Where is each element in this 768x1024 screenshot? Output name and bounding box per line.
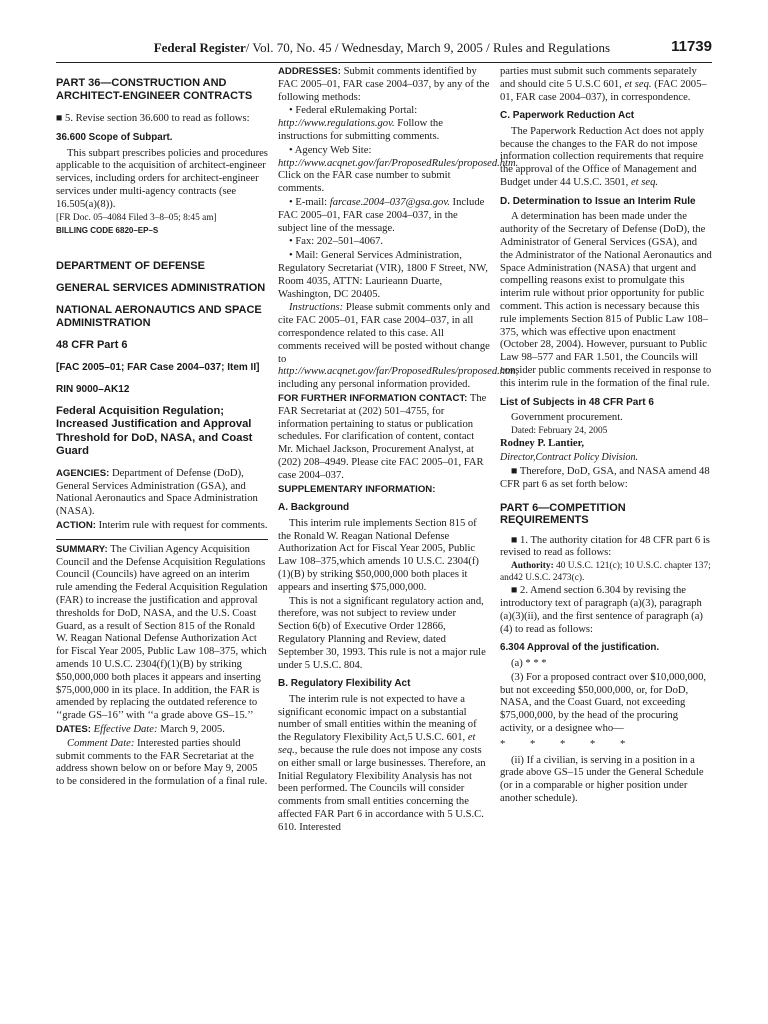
background-p2: This is not a significant regulatory action and, therefore, was not subject to review under Section 6(b) of Executive Order 12866, Regulatory Planning and Review, dated September 30, 1993. This rule is not a major rule under 5 U.S.C. 804. (278, 595, 486, 671)
portal-url[interactable]: http://www.regulations.gov. (278, 118, 395, 130)
page-number: 11739 (671, 38, 712, 55)
fr-doc-line: [FR Doc. 05–4084 Filed 3–8–05; 8:45 am] (56, 212, 217, 223)
journal-name: Federal Register (153, 40, 246, 55)
action-paragraph (56, 520, 268, 533)
therefore-paragraph: ■ Therefore, DoD, GSA, and NASA amend 48 CFR part 6 as set forth below: (500, 465, 710, 490)
agency-nasa: NATIONAL AERONAUTICS AND SPACE ADMINISTRATION (56, 303, 262, 329)
agencies-text: Department of Defense (DoD), General Services Administration (GSA), and National Aeronautics and Space Administration (NASA). (56, 467, 258, 518)
instructions-url[interactable]: http://www.acqnet.gov/far/ProposedRules/proposed.htm, (278, 366, 519, 378)
determination-heading: D. Determination to Issue an Interim Rule (500, 195, 696, 207)
contact-label: FOR FURTHER INFORMATION CONTACT: (278, 392, 468, 404)
signer-name: Rodney P. Lantier, (500, 438, 584, 450)
paperwork-p1 (500, 126, 712, 190)
authority-label: Authority: (511, 561, 554, 572)
email-label: • E-mail: (289, 196, 328, 208)
paragraph-a: (a) * * * (511, 658, 547, 670)
mail-item: • Mail: General Services Administration, Regulatory Secretariat (VIR), 1800 F Street, NW, Room 4035, ATTN: Laurieann Duarte, Washington, DC 20405. (278, 250, 488, 300)
star: * (560, 738, 566, 750)
continued-etseq: et seq. (624, 78, 652, 90)
background-heading: A. Background (278, 502, 350, 514)
agency-gsa: GENERAL SERVICES ADMINISTRATION (56, 281, 266, 294)
reg-flex-continued (500, 66, 712, 104)
subjects-text: Government procurement. (511, 412, 623, 424)
part36-heading: PART 36—CONSTRUCTION AND ARCHITECT-ENGINEER CONTRACTS (56, 77, 253, 102)
reg-flex-p1-end: because the rule does not impose any costs on either small or large businesses. Therefore, an Initial Regulatory Flexibility Analysis has not been performed. The Councils will consider comments from small entities concerning the affected FAR Part 6 in accordance with 5 U.S.C. 610. Interested (278, 745, 486, 833)
supplementary-info (278, 484, 490, 497)
star: * (620, 738, 626, 750)
instructions-text: Please submit comments only and cite FAC 2005–01, FAR case 2004–037, in all correspondence related to this case. All comments received will be posted without change to (278, 302, 490, 365)
addresses-paragraph (278, 66, 490, 104)
column-1 (56, 66, 268, 790)
action-text: Interim rule with request for comments. (98, 520, 268, 532)
portal-item (278, 105, 490, 143)
rule-title: Federal Acquisition Regulation; Increased Justification and Approval Threshold for DoD, NASA, and Coast Guard (56, 404, 253, 458)
paperwork-text: The Paperwork Reduction Act does not apply because the changes to the FAR do not impose information collection requirements that require the approval of the Office of Management and Budget under 44 U.S.C. 3501, (500, 125, 704, 189)
paperwork-etseq: et seq. (630, 177, 659, 189)
column-2 (278, 66, 519, 836)
portal-label: • Federal eRulemaking Portal: (289, 105, 418, 117)
website-label: • Agency Web Site: (289, 144, 372, 156)
addresses-label: ADDRESSES: (278, 66, 341, 77)
contact-paragraph (278, 393, 490, 483)
section-6304-heading: 6.304 Approval of the justification. (500, 642, 660, 654)
dates-paragraph (56, 724, 268, 737)
star: * (500, 738, 506, 750)
billing-code: BILLING CODE 6820–EP–S (56, 226, 159, 236)
dates-label: DATES: (56, 724, 91, 736)
agency-dod: DEPARTMENT OF DEFENSE (56, 259, 205, 272)
website-item (278, 144, 519, 196)
header-rule (56, 62, 712, 63)
supplementary-label: SUPPLEMENTARY INFORMATION: (278, 483, 436, 495)
divider (56, 539, 268, 540)
cfr-part: 48 CFR Part 6 (56, 338, 128, 351)
amendment-1: ■ 1. The authority citation for 48 CFR part 6 is revised to read as follows: (500, 534, 710, 559)
fac-line: [FAC 2005–01; FAR Case 2004–037; Item II] (56, 361, 260, 373)
section-36600-heading: 36.600 Scope of Subpart. (56, 131, 173, 143)
portal-post: Follow the instructions for submitting comments. (278, 118, 443, 142)
email-item (278, 197, 490, 235)
authority-paragraph (500, 561, 712, 584)
reg-flex-p1-start: The interim rule is not expected to have a significant economic impact on a substantial number of small entities within the meaning of the Regulatory Flexibility Act,5 U.S.C. 601, (278, 693, 477, 744)
contact-text: The FAR Secretariat at (202) 501–4755, for information pertaining to status or publication schedules. For clarification of content, contact Mr. Michael Jackson, Procurement Analyst, at (202) 208–4949. Please cite FAC 2005–01, FAR case 2004–037. (278, 392, 487, 481)
reg-flex-etseq: et seq., (278, 732, 476, 757)
summary-text: The Civilian Agency Acquisition Council and the Defense Acquisition Regulations Council (Councils) have agreed on an interim rule amending the Federal Acquisition Regulation (FAR) to increase the justification and approval thresholds for DoD, NASA, and the U.S. Coast Guard, as a result of Section 815 of the Ronald W. Reagan National Defense Authorization Act for Fiscal Year 2005, Public Law 108–375, which amends 10 U.S.C. 2304(f)(1)(B) by striking $50,000,000 both places it appears and inserting $75,000,000 in its place. In addition, the FAR is amended by replacing the outdated reference to ‘‘grade GS–16’’ with ‘‘a grade above GS–15.’’ (56, 543, 268, 722)
star: * (590, 738, 596, 750)
summary-paragraph (56, 544, 268, 723)
instructions-paragraph (278, 302, 519, 392)
reg-flex-heading: B. Regulatory Flexibility Act (278, 678, 411, 690)
paperwork-heading: C. Paperwork Reduction Act (500, 110, 635, 122)
amendment-5: ■ 5. Revise section 36.600 to read as follows: (56, 113, 250, 124)
addresses-text: Submit comments identified by FAC 2005–01, FAR case 2004–037, by any of the following methods: (278, 66, 490, 103)
signer-title: Director,Contract Policy Division. (500, 452, 638, 464)
background-p1: This interim rule implements Section 815 of the Ronald W. Reagan National Defense Authorization Act for Fiscal Year 2005, Public Law 108–375,which amends 10 U.S.C. 2304(f)(1)(B) by striking $50,000,000 both places it appears and inserting $75,000,000. (278, 517, 479, 593)
continued-start: parties must submit such comments separately and should cite 5 U.S.C 601, (500, 66, 697, 90)
header-title (154, 40, 610, 56)
paragraph-ii: (ii) If a civilian, is serving in a position in a grade above GS–15 under the General Schedule (or in a comparable or higher position under another schedule). (500, 754, 704, 805)
star: * (530, 738, 536, 750)
running-header (56, 40, 712, 58)
action-label: ACTION: (56, 520, 96, 532)
fax-item: • Fax: 202–501–4067. (289, 236, 384, 248)
summary-label: SUMMARY: (56, 543, 108, 555)
column-3 (500, 66, 712, 807)
subjects-heading: List of Subjects in 48 CFR Part 6 (500, 396, 654, 408)
issue-details: / Vol. 70, No. 45 / Wednesday, March 9, 2005 / Rules and Regulations (245, 40, 610, 55)
paragraph-a3: (3) For a proposed contract over $10,000,000, but not exceeding $50,000,000, or, for DoD, NASA, and the Coast Guard, not exceeding $75,000,000, by the head of the procuring activity, or a designee who— (500, 671, 707, 735)
comment-date-paragraph (56, 738, 268, 789)
agencies-paragraph (56, 468, 268, 519)
comment-date-text: Interested parties should submit comments to the FAR Secretariat at the address shown below on or before May 9, 2005 to be considered in the formulation of a final rule. (56, 737, 268, 788)
scope-text: This subpart prescribes policies and procedures applicable to the acquisition of architect-engineer services, including orders for architect-engineer services under multi-agency contracts (see 16.505(a)(8)). (56, 147, 268, 210)
effective-date-label: Effective Date: (93, 724, 158, 736)
reg-flex-p1 (278, 694, 490, 835)
amendment-2: ■ 2. Amend section 6.304 by revising the introductory text of paragraph (a)(3), paragraph (a)(3)(ii), and the first sentence of paragraph (a)(4) to read as follows: (500, 585, 703, 635)
email-post: Include FAC 2005–01, FAR case 2004–037, in the subject line of the message. (278, 196, 485, 234)
email-address[interactable]: farcase.2004–037@gsa.gov. (329, 196, 450, 208)
comment-date-label: Comment Date: (67, 737, 135, 749)
instructions-label: Instructions: (289, 302, 344, 314)
part6-heading: PART 6—COMPETITION REQUIREMENTS (500, 501, 626, 527)
agencies-label: AGENCIES: (56, 467, 110, 479)
continued-end: (FAC 2005–01, FAR case 2004–037), in correspondence. (500, 78, 707, 103)
website-url[interactable]: http://www.acqnet.gov/far/ProposedRules/proposed.htm. (278, 157, 519, 169)
rin-line: RIN 9000–AK12 (56, 383, 130, 395)
website-post: Click on the FAR case number to submit comments. (278, 170, 451, 195)
dated-line: Dated: February 24, 2005 (511, 425, 608, 436)
authority-text: 40 U.S.C. 121(c); 10 U.S.C. chapter 137; and42 U.S.C. 2473(c). (500, 561, 711, 583)
determination-p1: A determination has been made under the authority of the Secretary of Defense (DoD), the Administrator of General Services (GSA), and the Administrator of the National Aeronautics and Space Administration (NASA) that urgent and compelling reasons exist to promulgate this interim rule without prior opportunity for public comment. This action is necessary because this rule implements Section 815 of Public Law 108–375, which was effective upon enactment (October 28, 2004). However, pursuant to Public Law 98–577 and FAR 1.501, the Councils will consider public comments received in response to this interim rule in the formation of the final rule. (500, 211, 712, 389)
effective-date-text: March 9, 2005. (160, 724, 225, 736)
instructions-post: including any personal information provided. (278, 379, 471, 391)
omission-stars (500, 739, 712, 752)
